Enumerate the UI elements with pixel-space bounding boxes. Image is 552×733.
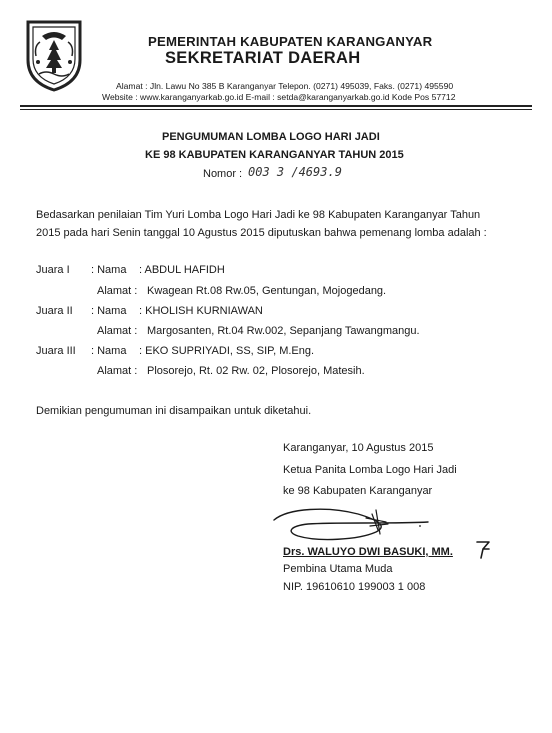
letterhead-divider xyxy=(20,105,532,107)
letter-number-label: Nomor : xyxy=(203,168,243,180)
winner-address-label: Alamat : xyxy=(97,365,138,377)
regency-coat-of-arms-icon xyxy=(22,16,86,94)
winner-name: : KHOLISH KURNIAWAN xyxy=(139,305,263,317)
place-date: Karanganyar, 10 Agustus 2015 xyxy=(283,442,434,454)
announcement-subtitle: KE 98 KABUPATEN KARANGANYAR TAHUN 2015 xyxy=(145,149,404,161)
letter-number-handwritten: 003 3 /4693.9 xyxy=(248,165,342,179)
signatory-name: Drs. WALUYO DWI BASUKI, MM. xyxy=(283,546,453,558)
winner-address-label: Alamat : xyxy=(97,285,138,297)
intro-paragraph-line: Bedasarkan penilaian Tim Yuri Lomba Logo Hari Jadi ke 98 Kabupaten Karanganyar Tahun xyxy=(36,209,481,221)
signatory-nip: NIP. 19610610 199003 1 008 xyxy=(283,581,426,593)
winner-name-label: : Nama xyxy=(91,264,127,276)
org-unit: SEKRETARIAT DAERAH xyxy=(165,49,361,67)
winner-name-label: : Nama xyxy=(91,345,127,357)
winner-address: Margosanten, Rt.04 Rw.002, Sepanjang Tawangmangu. xyxy=(147,325,420,337)
winner-name: : ABDUL HAFIDH xyxy=(139,264,225,276)
winner-rank: Juara I xyxy=(36,264,70,276)
winner-rank: Juara II xyxy=(36,305,73,317)
closing-sentence: Demikian pengumuman ini disampaikan untuk diketahui. xyxy=(36,405,312,417)
initial-paraf xyxy=(473,538,495,560)
winner-name: : EKO SUPRIYADI, SS, SIP, M.Eng. xyxy=(139,345,315,357)
address-line: Alamat : Jln. Lawu No 385 B Karanganyar Telepon. (0271) 495039, Faks. (0271) 495590 xyxy=(116,81,454,91)
winner-name-label: : Nama xyxy=(91,305,127,317)
winner-address: Plosorejo, Rt. 02 Rw. 02, Plosorejo, Matesih. xyxy=(147,365,365,377)
signatory-position: Ketua Panita Lomba Logo Hari Jadi xyxy=(283,464,457,476)
letterhead-divider-thin xyxy=(20,109,532,110)
org-name: PEMERINTAH KABUPATEN KARANGANYAR xyxy=(148,34,433,49)
winner-rank: Juara III xyxy=(36,345,76,357)
signatory-rank: Pembina Utama Muda xyxy=(283,563,393,575)
handwritten-signature xyxy=(268,502,438,546)
announcement-title: PENGUMUMAN LOMBA LOGO HARI JADI xyxy=(162,131,380,143)
signatory-position: ke 98 Kabupaten Karanganyar xyxy=(283,485,433,497)
contact-line: Website : www.karanganyarkab.go.id E-mail : setda@karanganyarkab.go.id Kode Pos 57712 xyxy=(102,92,456,102)
intro-paragraph-line: 2015 pada hari Senin tanggal 10 Agustus 2015 diputuskan bahwa pemenang lomba adalah : xyxy=(36,227,487,239)
winner-address: Kwagean Rt.08 Rw.05, Gentungan, Mojogedang. xyxy=(147,285,387,297)
winner-address-label: Alamat : xyxy=(97,325,138,337)
